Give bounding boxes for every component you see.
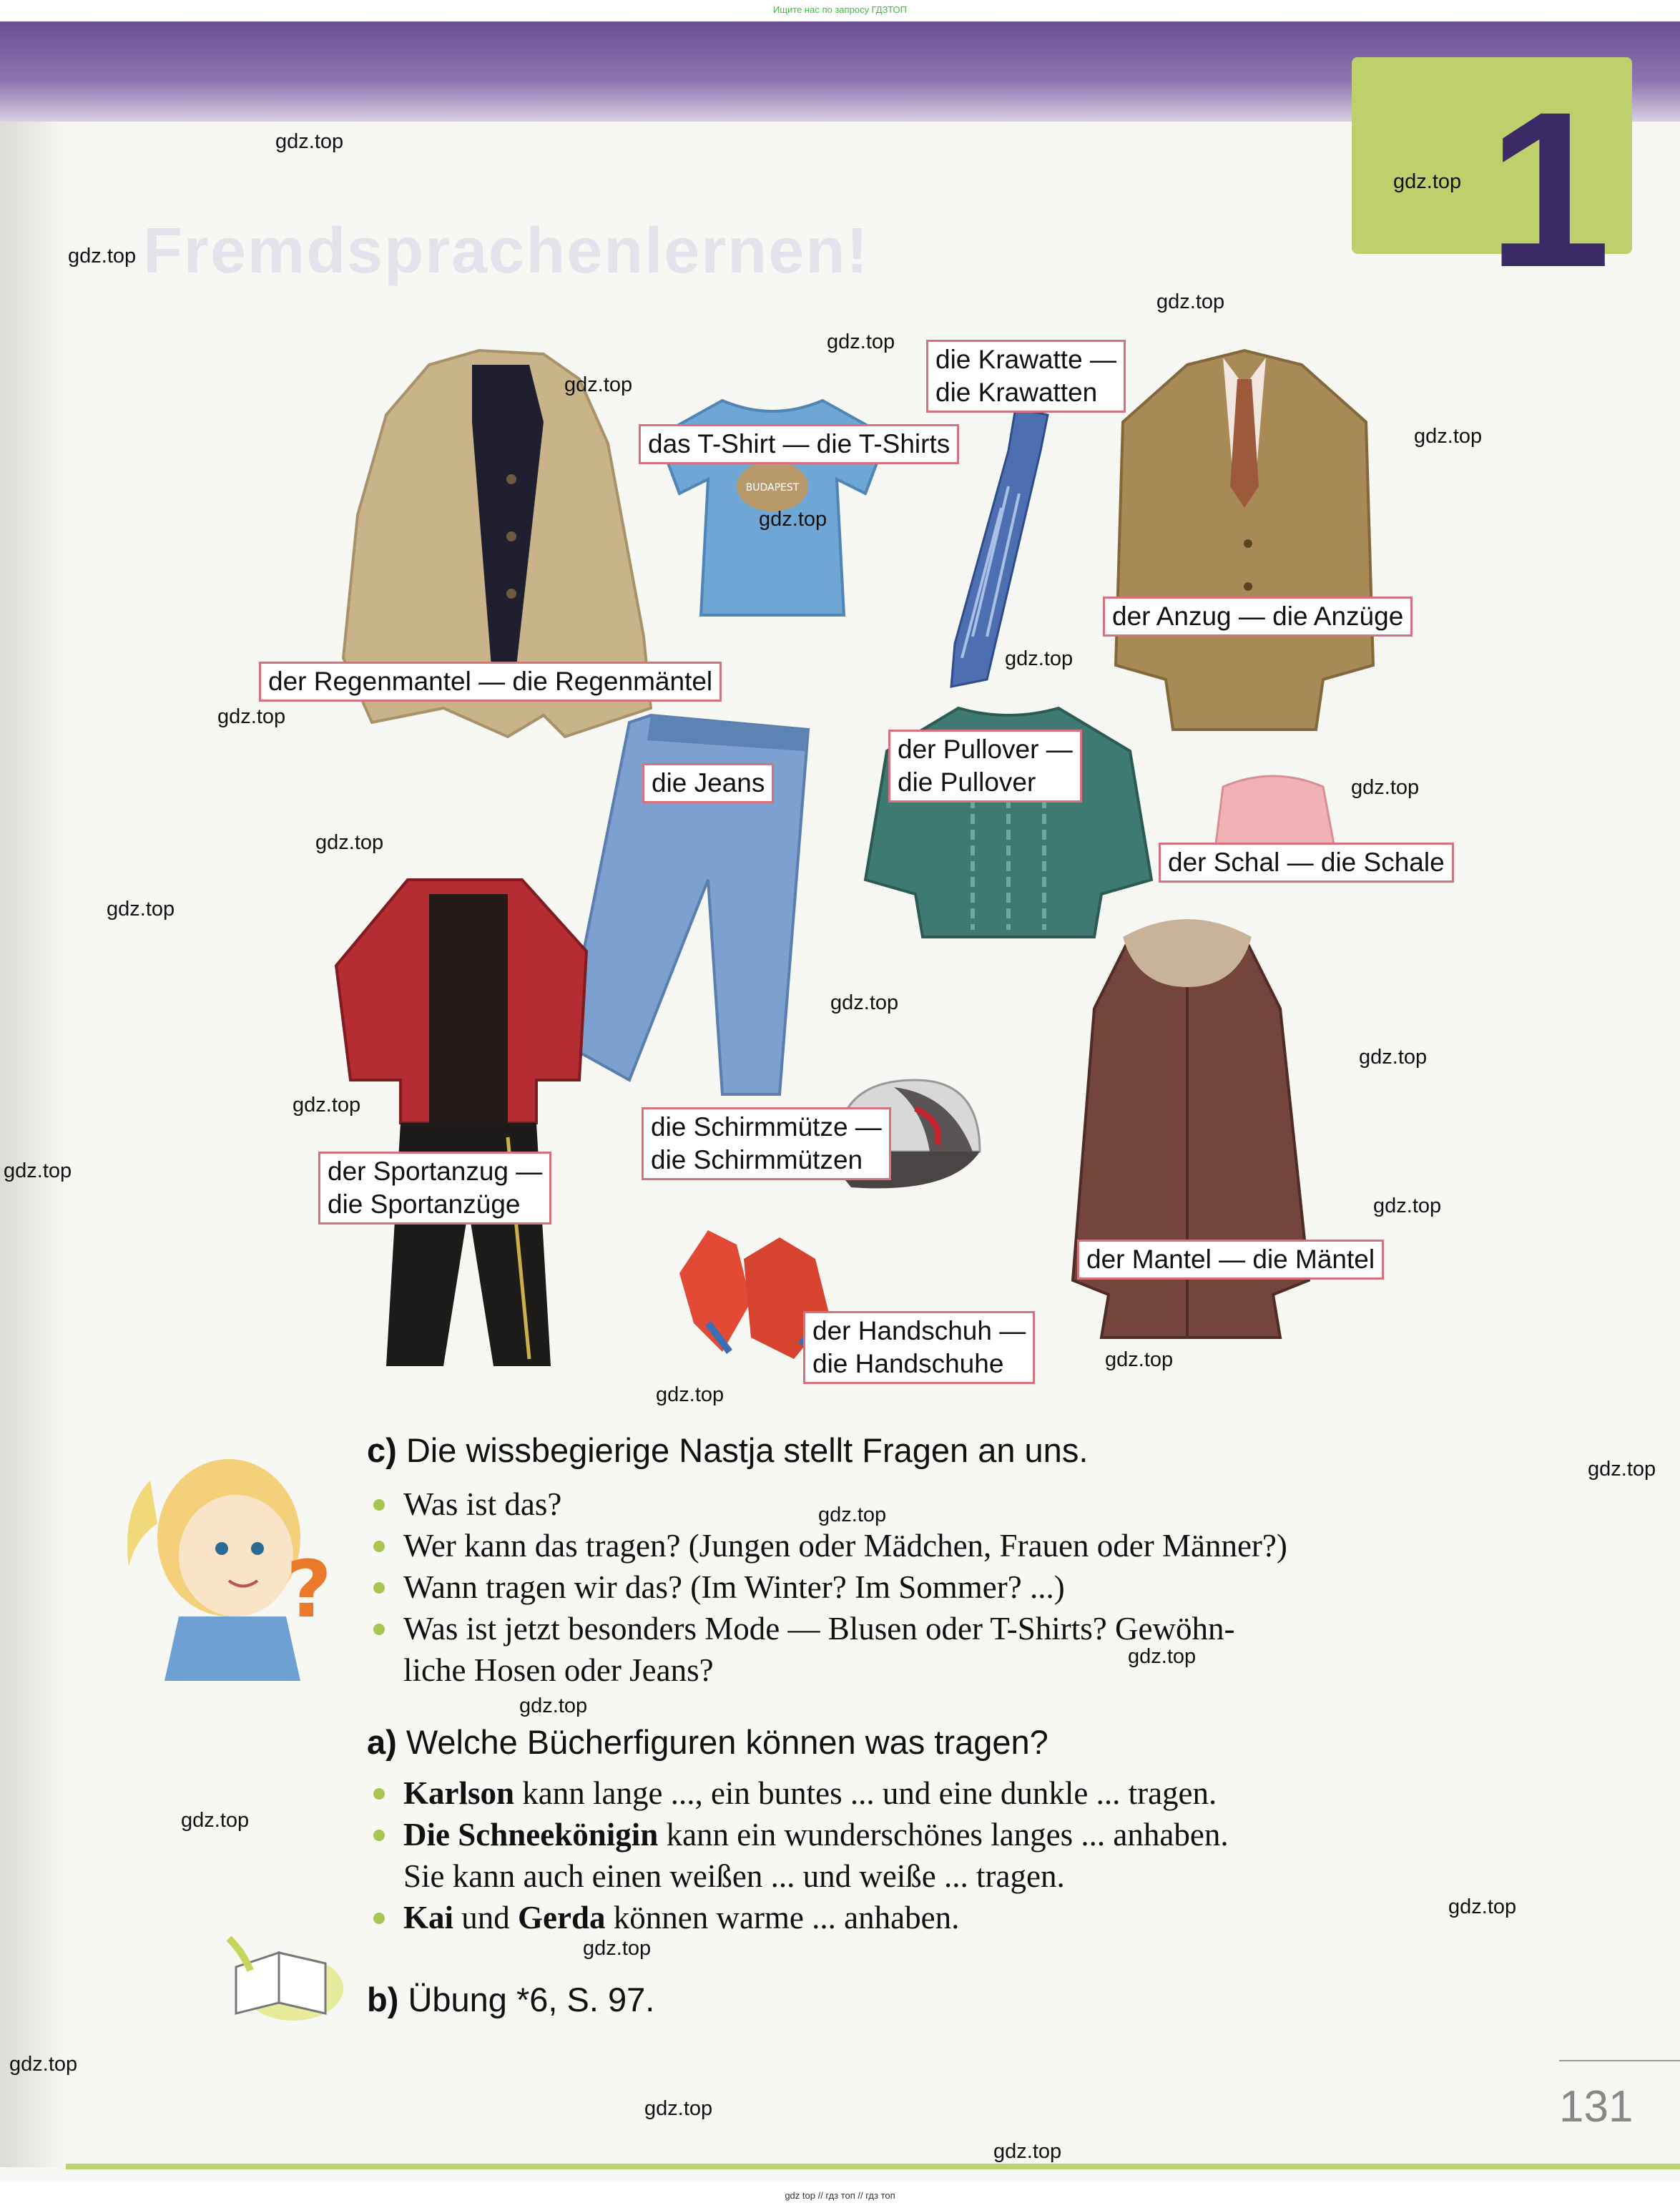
list-item — [369, 1897, 1528, 1938]
list-item-text: kann ein wunderschönes langes ... anhaben. — [658, 1817, 1229, 1853]
bottom-banner-text: gdz top // гдз топ // гдз топ — [785, 2190, 895, 2201]
label-schirmmuetze: die Schirmmütze — die Schirmmützen — [642, 1107, 891, 1180]
list-item: Was ist das? — [369, 1483, 1528, 1525]
label-handschuh: der Handschuh — die Handschuhe — [803, 1311, 1035, 1384]
section-b-text: Übung *6, S. 97. — [408, 1981, 655, 2018]
section-c-text: Die wissbegierige Nastja stellt Fragen an uns. — [406, 1431, 1089, 1469]
coat-photo — [1037, 908, 1345, 1352]
character-name: Kai — [403, 1900, 454, 1935]
watermark: gdz.top — [1005, 647, 1074, 670]
section-a-text: Welche Bücherfiguren können was tragen? — [406, 1723, 1048, 1761]
list-item: Wer kann das tragen? (Jungen oder Mädchen, Frauen oder Männer?) — [369, 1525, 1528, 1566]
top-banner — [0, 0, 1680, 21]
label-jeans: die Jeans — [642, 763, 774, 803]
list-item — [369, 1772, 1528, 1814]
section-a-bullets — [369, 1772, 1528, 1938]
question-mark-icon: ? — [286, 1544, 332, 1635]
list-item-text: und — [453, 1900, 519, 1935]
list-item: Sie kann auch einen weißen ... und weiße ... tragen. — [403, 1858, 1065, 1894]
watermark: gdz.top — [827, 330, 895, 353]
section-c-heading — [367, 1431, 1088, 1470]
list-item-text: können warme ... anhaben. — [605, 1900, 960, 1935]
label-mantel: der Mantel — die Mäntel — [1077, 1240, 1384, 1280]
suit-photo — [1109, 343, 1380, 744]
page-number-rule — [1559, 2060, 1680, 2061]
label-anzug: der Anzug — die Anzüge — [1103, 597, 1413, 637]
watermark: gdz.top — [818, 1503, 887, 1526]
watermark: gdz.top — [107, 898, 175, 921]
page-binding — [0, 21, 66, 2167]
section-b-letter: b) — [367, 1981, 399, 2018]
watermark: gdz.top — [1359, 1046, 1428, 1069]
watermark: gdz.top — [1588, 1458, 1656, 1481]
watermark: gdz.top — [181, 1809, 250, 1832]
character-name: Gerda — [518, 1900, 606, 1935]
watermark: gdz.top — [275, 130, 344, 153]
watermark: gdz.top — [644, 2097, 713, 2120]
watermark: gdz.top — [68, 245, 137, 268]
tracksuit-photo — [322, 865, 622, 1380]
watermark: gdz.top — [1105, 1348, 1174, 1371]
watermark: gdz.top — [993, 2140, 1062, 2163]
watermark: gdz.top — [1156, 290, 1225, 313]
bottom-line — [66, 2164, 1680, 2169]
watermark: gdz.top — [1351, 776, 1420, 799]
watermark: gdz.top — [217, 705, 286, 728]
label-regenmantel: der Regenmantel — die Regenmäntel — [259, 662, 722, 702]
faded-title: Fremdsprachenlernen! — [143, 215, 870, 287]
watermark: gdz.top — [1393, 170, 1462, 193]
label-pullover: der Pullover — die Pullover — [888, 730, 1082, 803]
section-a-letter: a) — [367, 1723, 397, 1761]
character-name: Karlson — [403, 1775, 515, 1811]
page-number: 131 — [1559, 2082, 1634, 2131]
watermark: gdz.top — [564, 373, 633, 396]
label-schal: der Schal — die Schale — [1159, 843, 1454, 883]
watermark: gdz.top — [759, 508, 827, 531]
bottom-banner — [0, 2182, 1680, 2208]
watermark: gdz.top — [830, 991, 899, 1014]
watermark: gdz.top — [315, 831, 384, 854]
label-krawatte: die Krawatte — die Krawatten — [926, 340, 1126, 413]
watermark: gdz.top — [9, 2053, 78, 2076]
watermark: gdz.top — [1448, 1895, 1517, 1918]
label-tshirt: das T-Shirt — die T-Shirts — [639, 424, 959, 464]
section-c-letter: c) — [367, 1431, 397, 1469]
list-item — [369, 1814, 1528, 1855]
tshirt-print: BUDAPEST — [745, 482, 800, 494]
list-item: Was ist jetzt besonders Mode — Blusen oder T-Shirts? Gewöhn- — [369, 1608, 1528, 1649]
watermark: gdz.top — [1373, 1194, 1442, 1217]
watermark: gdz.top — [656, 1383, 724, 1406]
list-item-text: kann lange ..., ein buntes ... und eine dunkle ... tragen. — [514, 1775, 1217, 1811]
chapter-number: 1 — [1488, 65, 1611, 313]
watermark: gdz.top — [1128, 1645, 1197, 1668]
section-c-bullets — [369, 1483, 1528, 1691]
list-item: Wann tragen wir das? (Im Winter? Im Sommer? ...) — [369, 1566, 1528, 1608]
watermark: gdz.top — [4, 1159, 72, 1182]
watermark: gdz.top — [519, 1694, 588, 1717]
character-name: Die Schneekönigin — [403, 1817, 659, 1853]
watermark: gdz.top — [1414, 425, 1483, 448]
section-b-heading — [367, 1980, 654, 2019]
book-icon — [222, 1931, 343, 2024]
nastja-illustration — [107, 1438, 350, 1681]
label-sportanzug: der Sportanzug — die Sportanzüge — [318, 1152, 551, 1225]
section-a-heading — [367, 1722, 1048, 1762]
list-item: liche Hosen oder Jeans? — [403, 1652, 714, 1688]
watermark: gdz.top — [293, 1094, 361, 1117]
watermark: gdz.top — [583, 1937, 652, 1960]
top-banner-text: Ищите нас по запросу ГДЗТОП — [772, 4, 907, 15]
